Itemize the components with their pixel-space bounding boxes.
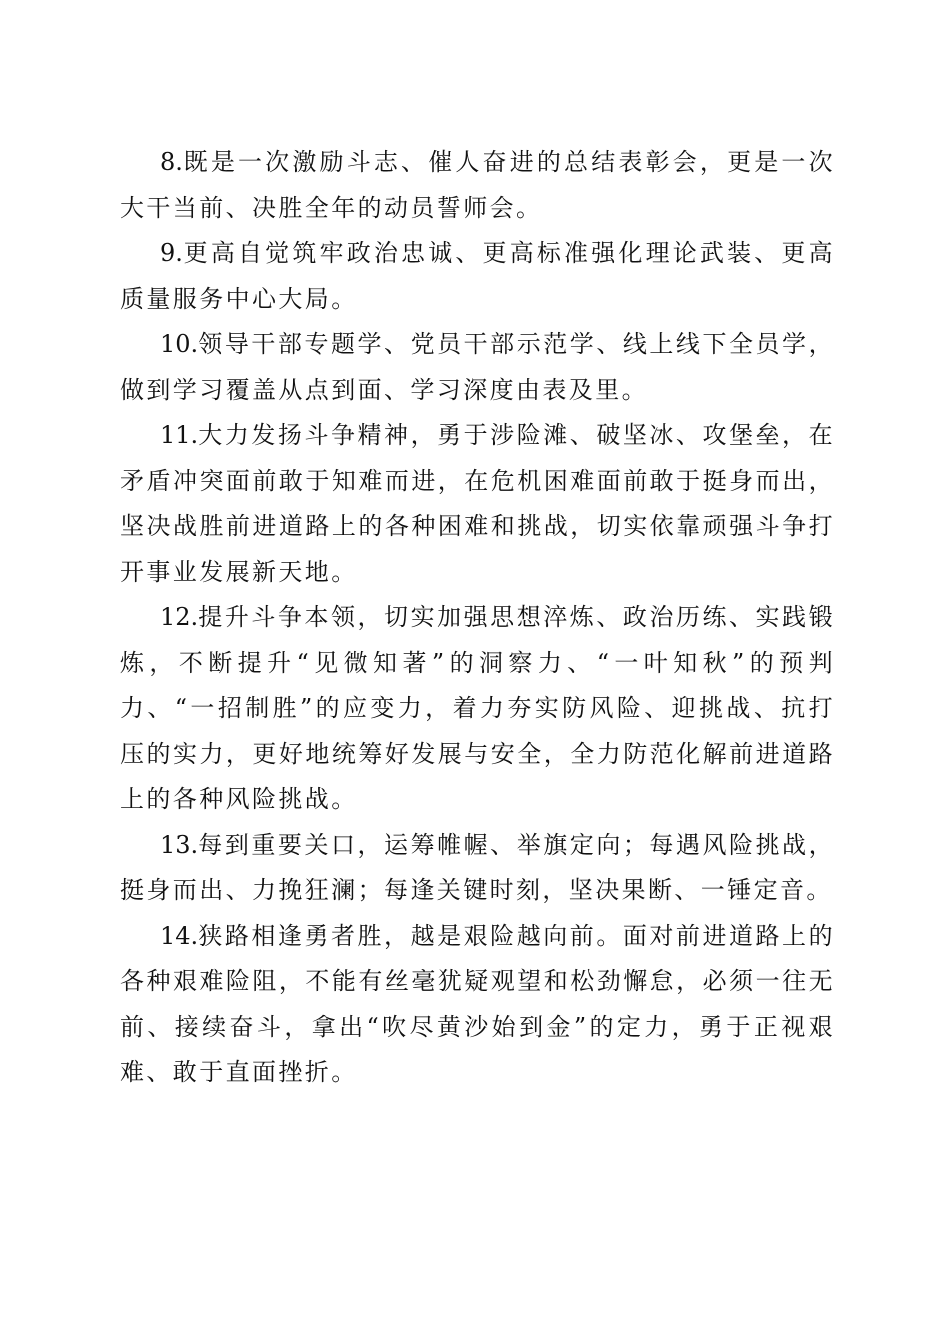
paragraph-number: 9. (160, 239, 183, 267)
paragraph-text: 更高自觉筑牢政治忠诚、更高标准强化理论武装、更高质量服务中心大局。 (120, 239, 835, 313)
paragraph-text: 狭路相逢勇者胜，越是艰险越向前。面对前进道路上的各种艰难险阻，不能有丝毫犹疑观望和松劲懈怠，必须一往无前、接续奋斗，拿出“吹尽黄沙始到金”的定力，勇于正视艰难、敢于直面挫折。 (120, 921, 835, 1086)
paragraph-14 (120, 914, 835, 1096)
paragraph-text: 每到重要关口，运筹帷幄、举旗定向；每遇风险挑战，挺身而出、力挽狂澜；每逢关键时刻，坚决果断、一锤定音。 (120, 830, 835, 904)
paragraph-number: 14. (160, 921, 199, 950)
paragraph-text: 提升斗争本领，切实加强思想淬炼、政治历练、实践锻炼，不断提升“见微知著”的洞察力、“一叶知秋”的预判力、“一招制胜”的应变力，着力夯实防风险、迎挑战、抗打压的实力，更好地统筹好发展与安全，全力防范化解前进道路上的各种风险挑战。 (120, 603, 835, 813)
paragraph-text: 大力发扬斗争精神，勇于涉险滩、破坚冰、攻堡垒，在矛盾冲突面前敢于知难而进，在危机困难面前敢于挺身而出，坚决战胜前进道路上的各种困难和挑战，切实依靠顽强斗争打开事业发展新天地。 (120, 421, 835, 586)
paragraph-8 (120, 140, 835, 231)
paragraph-number: 11. (160, 421, 199, 449)
document-body (120, 140, 835, 1096)
paragraph-11 (120, 413, 835, 595)
paragraph-10 (120, 322, 835, 413)
paragraph-text: 既是一次激励斗志、催人奋进的总结表彰会，更是一次大干当前、决胜全年的动员誓师会。 (120, 148, 835, 222)
paragraph-number: 10. (160, 330, 199, 358)
paragraph-9 (120, 231, 835, 322)
paragraph-number: 13. (160, 830, 199, 859)
paragraph-12 (120, 595, 835, 823)
paragraph-text: 领导干部专题学、党员干部示范学、线上线下全员学，做到学习覆盖从点到面、学习深度由表及里。 (120, 330, 835, 404)
paragraph-13 (120, 823, 835, 914)
paragraph-number: 8. (160, 148, 183, 176)
paragraph-number: 12. (160, 603, 199, 631)
